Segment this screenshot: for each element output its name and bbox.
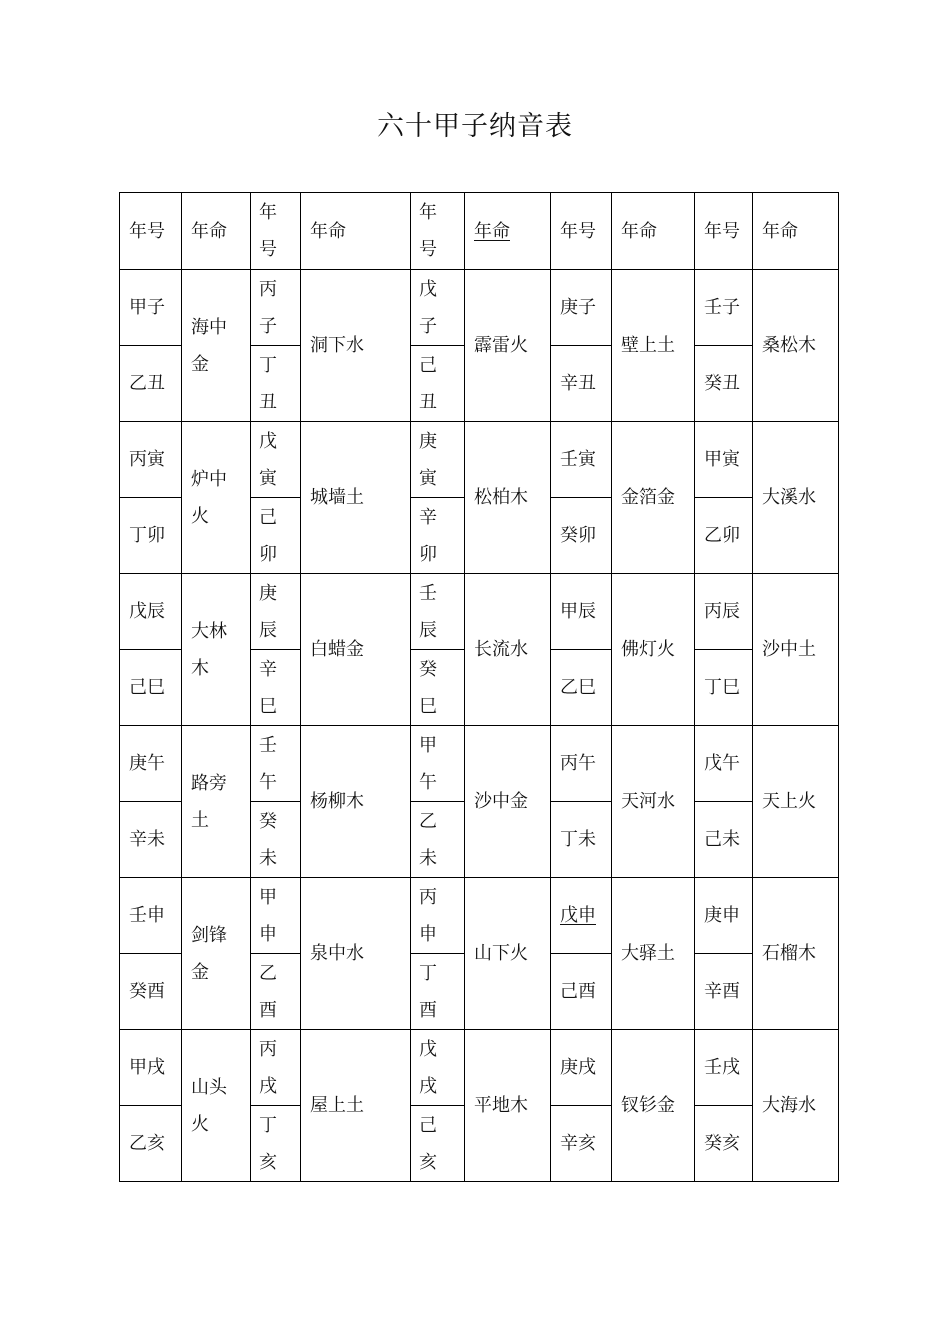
ganzhi-text: 癸亥 [704, 1133, 740, 1154]
char: 申 [259, 923, 277, 945]
ganzhi-text: 辛亥 [560, 1133, 596, 1154]
nayin-cell [465, 1030, 551, 1182]
char: 号 [259, 239, 277, 260]
ganzhi-cell [695, 650, 753, 726]
ganzhi-cell [551, 346, 612, 422]
ganzhi-text: 戊辰 [129, 601, 165, 622]
char: 丙 [259, 278, 277, 300]
ganzhi-text: 丙寅 [129, 449, 165, 470]
char: 戌 [419, 1075, 437, 1097]
ganzhi-text: 壬申 [129, 905, 165, 926]
nayin-text: 天上火 [762, 791, 816, 812]
header-row [120, 193, 839, 270]
nayin-cell [182, 726, 251, 878]
line: 海中 [191, 316, 227, 338]
line: 山头 [191, 1076, 227, 1098]
ganzhi-text: 癸丑 [704, 373, 740, 394]
char: 丁 [259, 354, 277, 376]
ganzhi-cell-vertical [411, 270, 465, 346]
line: 金 [191, 353, 209, 375]
ganzhi-text: 辛酉 [704, 981, 740, 1002]
nayin-text: 金箔金 [621, 487, 675, 508]
nayin-text: 泉中水 [310, 943, 364, 964]
ganzhi-cell [551, 650, 612, 726]
char: 酉 [259, 999, 277, 1021]
nayin-text: 壁上土 [621, 335, 675, 356]
char: 寅 [259, 467, 277, 489]
ganzhi-text: 甲子 [129, 297, 165, 318]
nayin-text: 霹雷火 [474, 335, 528, 356]
ganzhi-cell-vertical-text [259, 955, 300, 1029]
ganzhi-cell-vertical-text [259, 575, 300, 649]
char: 戊 [259, 430, 277, 452]
ganzhi-cell-vertical [411, 802, 465, 878]
nayin-text: 大驿土 [621, 943, 675, 964]
char: 未 [419, 847, 437, 869]
nayin-cell [465, 726, 551, 878]
char: 己 [419, 354, 437, 376]
nayin-text [191, 309, 250, 383]
table-row [120, 574, 839, 650]
ganzhi-cell-vertical-text [419, 1031, 464, 1105]
ganzhi-cell [551, 1106, 612, 1182]
ganzhi-text: 庚午 [129, 753, 165, 774]
ganzhi-cell [695, 954, 753, 1030]
char: 卯 [419, 543, 437, 565]
char: 号 [419, 239, 437, 260]
table-row [120, 878, 839, 954]
nayin-text: 山下火 [474, 943, 528, 964]
nayin-cell [753, 1030, 839, 1182]
ganzhi-cell-vertical-text [419, 499, 464, 573]
ganzhi-cell [551, 1030, 612, 1106]
header-cell: 年号 [551, 193, 612, 270]
header-cell [465, 193, 551, 270]
header-cell: 年命 [753, 193, 839, 270]
ganzhi-cell-vertical-text [259, 423, 300, 497]
ganzhi-cell [695, 270, 753, 346]
nayin-text [191, 613, 250, 687]
nayin-cell [465, 270, 551, 422]
nayin-text: 洞下水 [310, 335, 364, 356]
ganzhi-cell-vertical [251, 346, 301, 422]
header-cell-text [259, 194, 300, 268]
ganzhi-cell-vertical-text [419, 271, 464, 345]
nayin-cell [612, 878, 695, 1030]
ganzhi-cell [695, 878, 753, 954]
ganzhi-cell [120, 954, 182, 1030]
ganzhi-cell-vertical [411, 498, 465, 574]
ganzhi-cell-vertical-text [259, 1031, 300, 1105]
ganzhi-text: 辛丑 [560, 373, 596, 394]
nayin-cell [301, 574, 411, 726]
line: 大林 [191, 620, 227, 642]
line: 路旁 [191, 772, 227, 794]
ganzhi-cell [695, 346, 753, 422]
ganzhi-cell-vertical-text [419, 651, 464, 725]
char: 庚 [259, 582, 277, 604]
ganzhi-cell [120, 726, 182, 802]
ganzhi-cell [551, 878, 612, 954]
ganzhi-cell-vertical-text [259, 651, 300, 725]
ganzhi-cell-vertical [411, 650, 465, 726]
nayin-text [191, 917, 250, 991]
ganzhi-cell [120, 422, 182, 498]
ganzhi-cell-vertical-text [259, 499, 300, 573]
ganzhi-cell-vertical [251, 726, 301, 802]
line: 剑锋 [191, 924, 227, 946]
ganzhi-text: 乙巳 [560, 677, 596, 698]
char: 丁 [419, 962, 437, 984]
ganzhi-text: 癸卯 [560, 525, 596, 546]
char: 戌 [259, 1075, 277, 1097]
ganzhi-cell [551, 954, 612, 1030]
line: 木 [191, 657, 209, 679]
nayin-text: 天河水 [621, 791, 675, 812]
ganzhi-cell-vertical-text [419, 727, 464, 801]
char: 巳 [259, 695, 277, 717]
ganzhi-text: 甲戌 [129, 1057, 165, 1078]
ganzhi-cell-vertical-text [259, 879, 300, 953]
char: 丙 [259, 1038, 277, 1060]
ganzhi-cell-vertical-text [419, 879, 464, 953]
nayin-cell [182, 270, 251, 422]
char: 午 [419, 771, 437, 793]
ganzhi-cell-vertical-text [259, 727, 300, 801]
ganzhi-cell-vertical [411, 878, 465, 954]
ganzhi-cell [120, 270, 182, 346]
ganzhi-cell [120, 574, 182, 650]
ganzhi-cell-vertical [251, 802, 301, 878]
ganzhi-text: 丙午 [560, 753, 596, 774]
char: 戊 [419, 1038, 437, 1060]
ganzhi-cell [695, 802, 753, 878]
nayin-text: 杨柳木 [310, 791, 364, 812]
nayin-cell [301, 1030, 411, 1182]
ganzhi-cell [695, 1106, 753, 1182]
char: 丙 [419, 886, 437, 908]
ganzhi-text: 甲寅 [704, 449, 740, 470]
char: 辰 [419, 619, 437, 641]
page-title: 六十甲子纳音表 [377, 111, 573, 142]
ganzhi-cell-vertical [251, 1030, 301, 1106]
ganzhi-cell [120, 1030, 182, 1106]
char: 巳 [419, 695, 437, 717]
ganzhi-cell-vertical [411, 1106, 465, 1182]
char: 子 [419, 315, 437, 337]
ganzhi-text: 戊午 [704, 753, 740, 774]
ganzhi-text: 己巳 [129, 677, 165, 698]
char: 亥 [259, 1151, 277, 1173]
nayin-text: 屋上土 [310, 1095, 364, 1116]
line: 炉中 [191, 468, 227, 490]
char: 癸 [419, 658, 437, 680]
ganzhi-cell [695, 726, 753, 802]
ganzhi-cell-vertical [411, 954, 465, 1030]
ganzhi-text: 己未 [704, 829, 740, 850]
char: 乙 [259, 962, 277, 984]
nayin-text: 钗钐金 [621, 1095, 675, 1116]
char: 己 [419, 1114, 437, 1136]
ganzhi-cell-vertical [251, 954, 301, 1030]
ganzhi-cell-vertical-text [419, 803, 464, 877]
nayin-text [191, 765, 250, 839]
nayin-text: 城墙土 [310, 487, 364, 508]
ganzhi-text: 乙丑 [129, 373, 165, 394]
line: 火 [191, 1113, 209, 1135]
char: 午 [259, 771, 277, 793]
header-cell-text: 年命 [474, 220, 510, 242]
ganzhi-cell-vertical-text [259, 1107, 300, 1181]
nayin-cell [301, 878, 411, 1030]
ganzhi-cell [551, 802, 612, 878]
ganzhi-text: 壬子 [704, 297, 740, 318]
ganzhi-cell-vertical [411, 346, 465, 422]
nayin-cell [182, 878, 251, 1030]
ganzhi-cell-vertical [251, 498, 301, 574]
char: 辛 [259, 658, 277, 680]
char: 甲 [259, 886, 277, 908]
char: 丑 [419, 391, 437, 413]
nayin-cell [753, 878, 839, 1030]
ganzhi-cell [551, 574, 612, 650]
char: 庚 [419, 430, 437, 452]
nayin-cell [612, 574, 695, 726]
ganzhi-cell [551, 498, 612, 574]
table-row [120, 1030, 839, 1106]
header-cell-vertical [411, 193, 465, 270]
ganzhi-cell-vertical-text [419, 575, 464, 649]
ganzhi-text: 壬戌 [704, 1057, 740, 1078]
ganzhi-cell [695, 1030, 753, 1106]
char: 酉 [419, 999, 437, 1021]
nayin-cell [301, 270, 411, 422]
char: 乙 [419, 810, 437, 832]
header-cell: 年命 [182, 193, 251, 270]
char: 己 [259, 506, 277, 528]
char: 亥 [419, 1151, 437, 1173]
char: 卯 [259, 543, 277, 565]
char: 壬 [419, 582, 437, 604]
ganzhi-cell-vertical [251, 270, 301, 346]
nayin-cell [301, 422, 411, 574]
ganzhi-text: 己酉 [560, 981, 596, 1002]
nayin-cell [182, 1030, 251, 1182]
nayin-text: 佛灯火 [621, 639, 675, 660]
table-row [120, 422, 839, 498]
ganzhi-cell-vertical-text [419, 423, 464, 497]
char: 申 [419, 923, 437, 945]
char: 年 [259, 202, 277, 223]
ganzhi-cell [120, 498, 182, 574]
ganzhi-cell-vertical-text [259, 347, 300, 421]
header-cell: 年命 [612, 193, 695, 270]
ganzhi-cell-vertical-text [419, 955, 464, 1029]
nayin-cell [753, 574, 839, 726]
char: 丑 [259, 391, 277, 413]
ganzhi-cell-vertical [251, 422, 301, 498]
nayin-cell [612, 270, 695, 422]
nayin-text: 沙中土 [762, 639, 816, 660]
char: 寅 [419, 467, 437, 489]
ganzhi-text: 庚戌 [560, 1057, 596, 1078]
ganzhi-cell-vertical-text [259, 271, 300, 345]
ganzhi-cell-vertical [411, 574, 465, 650]
nayin-cell [465, 574, 551, 726]
nayin-cell [753, 726, 839, 878]
char: 戊 [419, 278, 437, 300]
ganzhi-cell [120, 1106, 182, 1182]
ganzhi-cell [695, 422, 753, 498]
ganzhi-text: 丁巳 [704, 677, 740, 698]
nayin-text: 平地木 [474, 1095, 528, 1116]
char: 辛 [419, 506, 437, 528]
char: 年 [419, 202, 437, 223]
ganzhi-cell-vertical [411, 1030, 465, 1106]
line: 土 [191, 809, 209, 831]
ganzhi-cell [120, 878, 182, 954]
line: 火 [191, 505, 209, 527]
char: 辰 [259, 619, 277, 641]
nayin-cell [301, 726, 411, 878]
header-cell: 年号 [695, 193, 753, 270]
nayin-cell [612, 726, 695, 878]
char: 子 [259, 315, 277, 337]
header-cell-text [419, 194, 464, 268]
nayin-text: 大海水 [762, 1095, 816, 1116]
nayin-text: 长流水 [474, 639, 528, 660]
ganzhi-text: 丁卯 [129, 525, 165, 546]
ganzhi-cell-vertical [251, 878, 301, 954]
ganzhi-cell-vertical [411, 422, 465, 498]
nayin-text [191, 1069, 250, 1143]
char: 甲 [419, 734, 437, 756]
table-row [120, 270, 839, 346]
nayin-cell [753, 422, 839, 574]
ganzhi-cell-vertical [251, 574, 301, 650]
ganzhi-text: 庚子 [560, 297, 596, 318]
ganzhi-text: 乙亥 [129, 1133, 165, 1154]
ganzhi-cell [551, 726, 612, 802]
char: 未 [259, 847, 277, 869]
char: 癸 [259, 810, 277, 832]
ganzhi-text: 甲辰 [560, 601, 596, 622]
nayin-cell [465, 422, 551, 574]
nayin-text: 松柏木 [474, 487, 528, 508]
nayin-text: 石榴木 [762, 943, 816, 964]
nayin-cell [612, 422, 695, 574]
ganzhi-cell-vertical-text [419, 1107, 464, 1181]
nayin-cell [465, 878, 551, 1030]
ganzhi-cell-vertical-text [259, 803, 300, 877]
header-cell: 年命 [301, 193, 411, 270]
ganzhi-cell-vertical-text [419, 347, 464, 421]
char: 壬 [259, 734, 277, 756]
ganzhi-cell [551, 270, 612, 346]
ganzhi-cell [695, 498, 753, 574]
nayin-text [191, 461, 250, 535]
char: 丁 [259, 1114, 277, 1136]
ganzhi-text: 戊申 [560, 905, 596, 926]
ganzhi-text: 乙卯 [704, 525, 740, 546]
ganzhi-text: 丁未 [560, 829, 596, 850]
nayin-text: 沙中金 [474, 791, 528, 812]
ganzhi-cell [120, 802, 182, 878]
nayin-text: 大溪水 [762, 487, 816, 508]
nayin-cell [182, 574, 251, 726]
nayin-cell [753, 270, 839, 422]
nayin-text: 桑松木 [762, 335, 816, 356]
ganzhi-text: 丙辰 [704, 601, 740, 622]
ganzhi-text: 癸酉 [129, 981, 165, 1002]
ganzhi-cell [551, 422, 612, 498]
ganzhi-text: 辛未 [129, 829, 165, 850]
header-cell-vertical [251, 193, 301, 270]
ganzhi-text: 壬寅 [560, 449, 596, 470]
ganzhi-cell [120, 346, 182, 422]
ganzhi-text: 庚申 [704, 905, 740, 926]
ganzhi-cell-vertical [411, 726, 465, 802]
ganzhi-cell [695, 574, 753, 650]
ganzhi-cell [120, 650, 182, 726]
nayin-table [119, 192, 839, 1182]
ganzhi-cell-vertical [251, 1106, 301, 1182]
nayin-cell [612, 1030, 695, 1182]
nayin-cell [182, 422, 251, 574]
nayin-text: 白蜡金 [310, 639, 364, 660]
table-row [120, 726, 839, 802]
ganzhi-cell-vertical [251, 650, 301, 726]
line: 金 [191, 961, 209, 983]
header-cell: 年号 [120, 193, 182, 270]
